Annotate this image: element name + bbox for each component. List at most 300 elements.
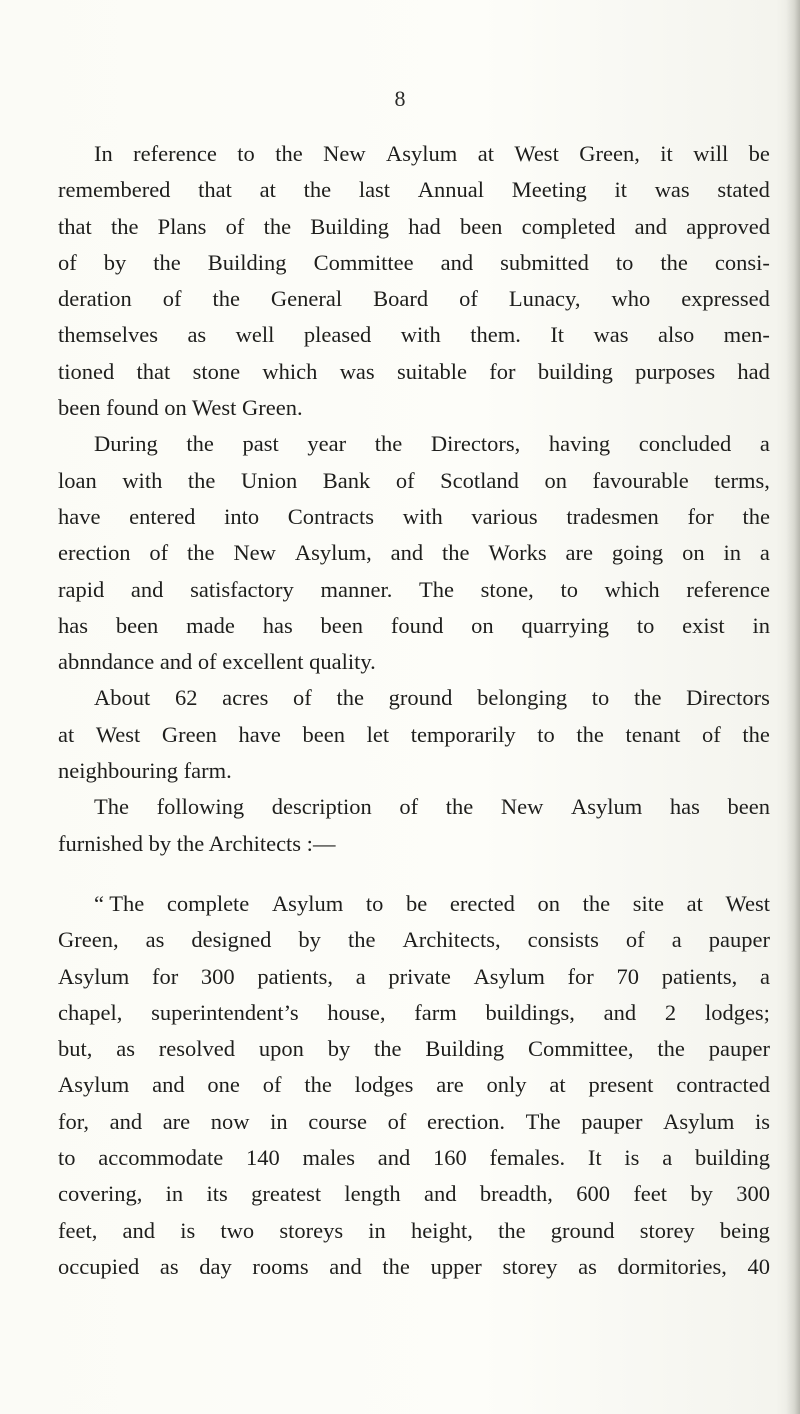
word: at <box>477 141 494 166</box>
word: and <box>603 999 637 1025</box>
word: is <box>754 1108 770 1134</box>
text-line <box>58 1249 770 1285</box>
word: are <box>162 1108 191 1134</box>
word: erection <box>58 540 131 566</box>
word: was <box>339 358 375 384</box>
word: now <box>210 1108 250 1134</box>
word: to <box>58 1145 76 1171</box>
word: It <box>587 1145 602 1171</box>
word: Directors, <box>430 431 521 457</box>
word: New <box>323 141 366 166</box>
word: pleased <box>303 322 372 348</box>
word: Directors <box>686 685 770 711</box>
word: to <box>591 685 610 711</box>
word: rooms <box>252 1253 309 1279</box>
word: feet, <box>58 1217 98 1243</box>
word: in <box>752 612 770 638</box>
word: been <box>115 612 159 638</box>
word: accommodate <box>98 1145 224 1171</box>
word: and <box>634 213 668 239</box>
word: for, <box>58 1108 89 1134</box>
word: purposes <box>635 358 716 384</box>
text-line <box>58 680 770 716</box>
word: Asylum <box>271 890 344 916</box>
word: that <box>58 213 92 239</box>
word: acres <box>222 685 269 711</box>
word: into <box>224 503 260 529</box>
word: lodges <box>354 1072 414 1098</box>
word: present <box>588 1072 654 1098</box>
word: The <box>419 576 454 602</box>
word: to <box>365 890 384 916</box>
word: height, <box>411 1217 473 1243</box>
word: men- <box>723 322 770 348</box>
word: It <box>550 322 565 348</box>
word: on <box>537 890 560 916</box>
word: been <box>727 794 770 820</box>
word: ground <box>550 1217 615 1243</box>
word: a <box>662 1145 673 1171</box>
word: exist <box>682 612 725 638</box>
text-line <box>58 1213 770 1249</box>
word: Green <box>161 721 217 747</box>
word: completed <box>521 213 616 239</box>
text-line <box>58 209 770 245</box>
paragraph <box>58 680 770 789</box>
text-line <box>58 1031 770 1067</box>
word: buildings, <box>485 999 575 1025</box>
word: abnndance and of excellent quality. <box>58 649 376 675</box>
word: on <box>471 612 494 638</box>
word: Asylum <box>58 963 130 989</box>
word: description <box>271 794 372 820</box>
word: reference <box>686 576 770 602</box>
word: ground <box>388 685 453 711</box>
word: General <box>270 286 343 312</box>
word: by <box>103 249 127 275</box>
word: that <box>198 177 232 203</box>
word: going <box>611 540 664 566</box>
word: During <box>94 431 158 457</box>
word: having <box>548 431 611 457</box>
word: the <box>445 794 474 820</box>
word: as <box>145 927 165 953</box>
word: Bank <box>322 467 371 493</box>
word: Asylum <box>570 794 643 820</box>
word: resolved <box>158 1036 236 1062</box>
word: and <box>377 1145 411 1171</box>
word: storey <box>502 1253 558 1279</box>
word: had <box>737 358 770 384</box>
word: In <box>94 141 113 166</box>
word: stated <box>717 177 770 203</box>
word: has <box>262 612 293 638</box>
word: suitable <box>396 358 467 384</box>
word: Committee, <box>527 1036 634 1062</box>
word: found <box>390 612 444 638</box>
word: temporarily <box>410 721 516 747</box>
word: house, <box>327 999 386 1025</box>
text-line <box>58 499 770 535</box>
word: day <box>199 1253 232 1279</box>
word: by <box>690 1181 713 1207</box>
text-line <box>58 463 770 499</box>
word: site <box>632 890 665 916</box>
word: been <box>320 612 364 638</box>
word: at <box>549 1072 566 1098</box>
word: the <box>263 213 292 239</box>
word: The <box>94 794 129 820</box>
word: 40 <box>747 1253 770 1279</box>
word: and <box>440 249 474 275</box>
word: Plans <box>157 213 207 239</box>
word: have <box>58 503 101 529</box>
word: erection. <box>426 1108 506 1134</box>
word: Asylum <box>58 1072 130 1098</box>
word: are <box>565 540 593 566</box>
word: favourable <box>592 467 689 493</box>
word: following <box>156 794 245 820</box>
text-line <box>58 1104 770 1140</box>
word: of <box>149 540 169 566</box>
word: which <box>262 358 318 384</box>
text-line <box>58 172 770 208</box>
word: Building <box>207 249 287 275</box>
word: with <box>122 467 163 493</box>
word: one <box>207 1072 240 1098</box>
word: consists <box>527 927 599 953</box>
word: remembered <box>58 177 171 203</box>
text-line <box>58 245 770 281</box>
word: satisfactory <box>190 576 294 602</box>
word: for <box>687 503 714 529</box>
word: its <box>206 1181 228 1207</box>
word: West <box>95 721 141 747</box>
word: by <box>298 927 321 953</box>
word: submitted <box>500 249 589 275</box>
word: and <box>130 576 164 602</box>
word: entered <box>129 503 196 529</box>
text-line <box>58 535 770 571</box>
paragraph <box>58 789 770 862</box>
word: of <box>459 286 478 312</box>
word: of <box>387 1108 407 1134</box>
text-line <box>58 644 770 680</box>
text-line <box>58 1067 770 1103</box>
word: the <box>382 1253 410 1279</box>
word: the <box>374 1036 402 1062</box>
word: be <box>748 141 770 166</box>
word: the <box>633 685 662 711</box>
word: the <box>336 685 364 711</box>
word: the <box>660 249 688 275</box>
word: contracted <box>676 1072 770 1098</box>
word: in <box>368 1217 386 1243</box>
word: for <box>151 963 179 989</box>
word: be <box>406 890 428 916</box>
word: pauper <box>708 1036 770 1062</box>
word: and <box>423 1181 457 1207</box>
text-line <box>58 136 770 172</box>
text-line <box>58 390 770 426</box>
word: to <box>615 249 634 275</box>
word: a <box>760 963 770 989</box>
word: feet <box>633 1181 668 1207</box>
word: pauper <box>581 1108 643 1134</box>
word: to <box>537 721 555 747</box>
word: as <box>116 1036 135 1062</box>
text-line <box>58 789 770 825</box>
word: at <box>259 177 276 203</box>
word: and <box>122 1217 156 1243</box>
word: that <box>136 358 171 384</box>
word: as <box>578 1253 597 1279</box>
paragraph <box>58 426 770 680</box>
word: the <box>187 540 215 566</box>
word: Asylum <box>663 1108 735 1134</box>
word: building <box>537 358 613 384</box>
word: in <box>270 1108 288 1134</box>
word: Architects, <box>402 927 501 953</box>
word: to <box>237 141 255 166</box>
word: only <box>486 1072 527 1098</box>
word: been found on West Green. <box>58 395 303 421</box>
word: males <box>302 1145 355 1171</box>
word: the <box>742 503 770 529</box>
word: of <box>702 721 721 747</box>
word: neighbouring farm. <box>58 758 232 784</box>
word: rapid <box>58 576 105 602</box>
paragraph <box>58 136 770 426</box>
word: chapel, <box>58 999 123 1025</box>
page-edge-shadow <box>786 0 800 1414</box>
word: has <box>669 794 700 820</box>
word: a <box>355 963 366 989</box>
word: the <box>110 213 139 239</box>
word: West <box>514 141 559 166</box>
word: the <box>576 721 604 747</box>
word: West <box>725 890 770 916</box>
word: a <box>671 927 682 953</box>
quote-spacer <box>58 862 770 886</box>
word: 160 <box>433 1145 467 1171</box>
word: Committee <box>313 249 414 275</box>
text-line <box>58 959 770 995</box>
word: to <box>560 576 578 602</box>
quoted-paragraph <box>58 886 770 1285</box>
text-line <box>58 826 770 862</box>
word: Meeting <box>511 177 587 203</box>
word: the <box>275 141 303 166</box>
word: in <box>723 540 741 566</box>
text-line <box>58 753 770 789</box>
word: Board <box>373 286 429 312</box>
word: is <box>624 1145 640 1171</box>
page-number: 8 <box>394 86 406 111</box>
word: been <box>459 213 503 239</box>
word: 300 <box>736 1181 770 1207</box>
word: upon <box>258 1036 304 1062</box>
word: of <box>293 685 312 711</box>
text-line <box>58 995 770 1031</box>
word: the <box>347 927 376 953</box>
word: two <box>220 1217 255 1243</box>
word: with <box>400 322 441 348</box>
word: who <box>611 286 651 312</box>
word: by <box>327 1036 351 1062</box>
word: will <box>693 141 729 166</box>
word: have <box>238 721 281 747</box>
word: loan <box>58 467 97 493</box>
word: the <box>153 249 181 275</box>
word: deration <box>58 286 132 312</box>
word: Scotland <box>440 467 519 493</box>
word: themselves <box>58 322 158 348</box>
word: lodges; <box>704 999 770 1025</box>
word: superintendent’s <box>151 999 299 1025</box>
word: Asylum <box>473 963 545 989</box>
word: on <box>682 540 705 566</box>
word: of <box>58 249 77 275</box>
word: The <box>525 1108 561 1134</box>
word: was <box>654 177 690 203</box>
word: them. <box>470 322 521 348</box>
word: but, <box>58 1036 93 1062</box>
word: greatest <box>251 1181 322 1207</box>
word: building <box>694 1145 770 1171</box>
word: Asylum <box>386 141 458 166</box>
word: the <box>187 467 216 493</box>
word: been <box>302 721 345 747</box>
text-line <box>58 426 770 462</box>
word: Building <box>425 1036 505 1062</box>
word: Asylum, <box>294 540 372 566</box>
word: complete <box>166 890 250 916</box>
word: as <box>187 322 207 348</box>
word: the <box>304 1072 332 1098</box>
word: various <box>471 503 538 529</box>
word: with <box>402 503 443 529</box>
word: stone, <box>480 576 534 602</box>
word: upper <box>430 1253 482 1279</box>
word: let <box>366 721 390 747</box>
word: consi- <box>714 249 770 275</box>
word: furnished by the Architects :— <box>58 830 336 856</box>
word: it <box>660 141 673 166</box>
word: patients, <box>257 963 333 989</box>
word: manner. <box>320 576 393 602</box>
word: stone <box>192 358 241 384</box>
word: a <box>759 540 770 566</box>
word: to <box>636 612 655 638</box>
word: About <box>94 685 151 711</box>
word: erected <box>449 890 515 916</box>
text-line <box>58 572 770 608</box>
word: a <box>759 431 770 457</box>
word: the <box>742 721 770 747</box>
text-line <box>58 717 770 753</box>
text-line <box>58 1140 770 1176</box>
word: as <box>159 1253 179 1279</box>
word: belonging <box>477 685 568 711</box>
word: and <box>109 1108 143 1134</box>
word: the <box>186 431 214 457</box>
word: expressed <box>681 286 770 312</box>
text-line <box>58 354 770 390</box>
text-line <box>58 886 770 922</box>
word: the <box>582 890 611 916</box>
word: of <box>625 927 645 953</box>
word: 2 <box>664 999 677 1025</box>
word: made <box>186 612 235 638</box>
word: Annual <box>417 177 485 203</box>
word: tioned <box>58 358 115 384</box>
word: Building <box>310 213 390 239</box>
word: and <box>390 540 424 566</box>
word: and <box>152 1072 185 1098</box>
word: the <box>442 540 470 566</box>
text-line <box>58 281 770 317</box>
word: 600 <box>576 1181 610 1207</box>
word: at <box>686 890 703 916</box>
word: occupied <box>58 1253 140 1279</box>
word: is <box>180 1217 196 1243</box>
word: 62 <box>174 685 198 711</box>
word: females. <box>489 1145 566 1171</box>
word: tenant <box>625 721 681 747</box>
word: had <box>408 213 441 239</box>
word: approved <box>686 213 770 239</box>
word: tradesmen <box>566 503 659 529</box>
word: on <box>544 467 567 493</box>
word: breadth, <box>479 1181 553 1207</box>
word: course <box>308 1108 367 1134</box>
word: patients, <box>661 963 738 989</box>
word: dormitories, <box>617 1253 727 1279</box>
text-line <box>58 608 770 644</box>
word: last <box>358 177 391 203</box>
word: New <box>233 540 276 566</box>
word: also <box>657 322 695 348</box>
word: storeys <box>279 1217 344 1243</box>
word: the <box>212 286 240 312</box>
word: and <box>329 1253 362 1279</box>
word: covering, <box>58 1181 143 1207</box>
word: of <box>162 286 182 312</box>
word: it <box>614 177 627 203</box>
word: being <box>719 1217 770 1243</box>
word: are <box>436 1072 464 1098</box>
word: 300 <box>200 963 235 989</box>
word: in <box>165 1181 184 1207</box>
word: designed <box>191 927 272 953</box>
word: 140 <box>245 1145 280 1171</box>
word: year <box>307 431 347 457</box>
word: private <box>388 963 451 989</box>
word: Green, <box>58 927 119 953</box>
word: New <box>500 794 544 820</box>
word: Union <box>240 467 298 493</box>
word: the <box>498 1217 526 1243</box>
text-line <box>58 317 770 353</box>
word: Lunacy, <box>508 286 581 312</box>
word: Contracts <box>287 503 375 529</box>
word: of <box>225 213 245 239</box>
word: at <box>58 721 75 747</box>
word: for <box>567 963 594 989</box>
word: 70 <box>616 963 639 989</box>
word: Green, <box>579 141 640 166</box>
